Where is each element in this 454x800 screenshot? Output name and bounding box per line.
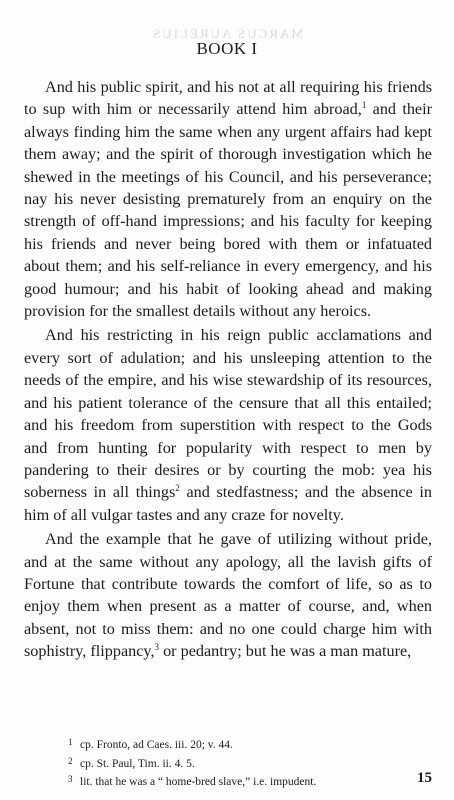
footnote-ref-1: 1 <box>361 100 367 111</box>
page-heading: BOOK I <box>196 39 258 58</box>
footnote-ref-2: 2 <box>175 483 180 494</box>
paragraph-text: And his restricting in his reign public acclamations and every sort of adulation; and his unsleeping attention to the needs of the empire, and his wise stewardship of its resources, and his patient tolerance of the censure that all this entailed; and his freedom from superstition with respect to the Gods and from hunting for popularity with respect to men by pandering to their desires or by courting the mob: yea his soberness in all things <box>24 326 432 502</box>
bleed-through-text: MARCUS AURELIUS <box>151 26 303 41</box>
paragraph-text: And his public spirit, and his not at all requiring his friends to sup with him or necessarily attend him abroad, <box>24 78 432 119</box>
footnote-1 <box>68 735 432 754</box>
paragraph-2 <box>24 324 432 526</box>
footnote-ref-3: 3 <box>154 642 160 653</box>
footnotes <box>68 735 432 791</box>
footnote-text: cp. Fronto, ad Caes. iii. 20; v. 44. <box>80 739 233 751</box>
footnote-mark: 3 <box>68 774 73 784</box>
footnote-mark: 2 <box>68 755 73 766</box>
paragraph-1 <box>24 76 432 322</box>
paragraph-3 <box>24 528 432 662</box>
paragraph-text: and stedfastness; and the absence in him of all vulgar tastes and any craze for novelty. <box>24 483 432 524</box>
body-text <box>24 76 432 663</box>
paragraph-text: or pedantry; but he was a man mature, <box>159 642 412 661</box>
footnote-2 <box>68 754 432 773</box>
footnote-text: cp. St. Paul, Tim. ii. 4. 5. <box>80 757 195 770</box>
footnote-text: lit. that he was a “ home-bred slave,” i.e. impudent. <box>80 776 317 788</box>
footnote-3 <box>68 772 432 791</box>
paragraph-text: and their always finding him the same when any urgent affairs had kept them away; and the spirit of thorough investigation which he shewed in the meetings of his Council, and his perseverance; nay his never desisting prematurely from an enquiry on the strength of off-hand impressions; and his faculty for keeping his friends and never being bored with them or infatuated about them; and his self-reliance in every emergency, and his good humour; and his habit of looking ahead and making provision for the smallest details without any heroics. <box>24 100 432 321</box>
footnote-mark: 1 <box>68 737 73 747</box>
page-number: 15 <box>417 770 432 786</box>
paragraph-text: And the example that he gave of utilizing without pride, and at the same without any apology, all the lavish gifts of Fortune that contribute towards the comfort of life, so as to enjoy them when present as a matter of course, and, when absent, not to miss them: and no one could charge him with sophistry, flippancy, <box>24 530 432 661</box>
